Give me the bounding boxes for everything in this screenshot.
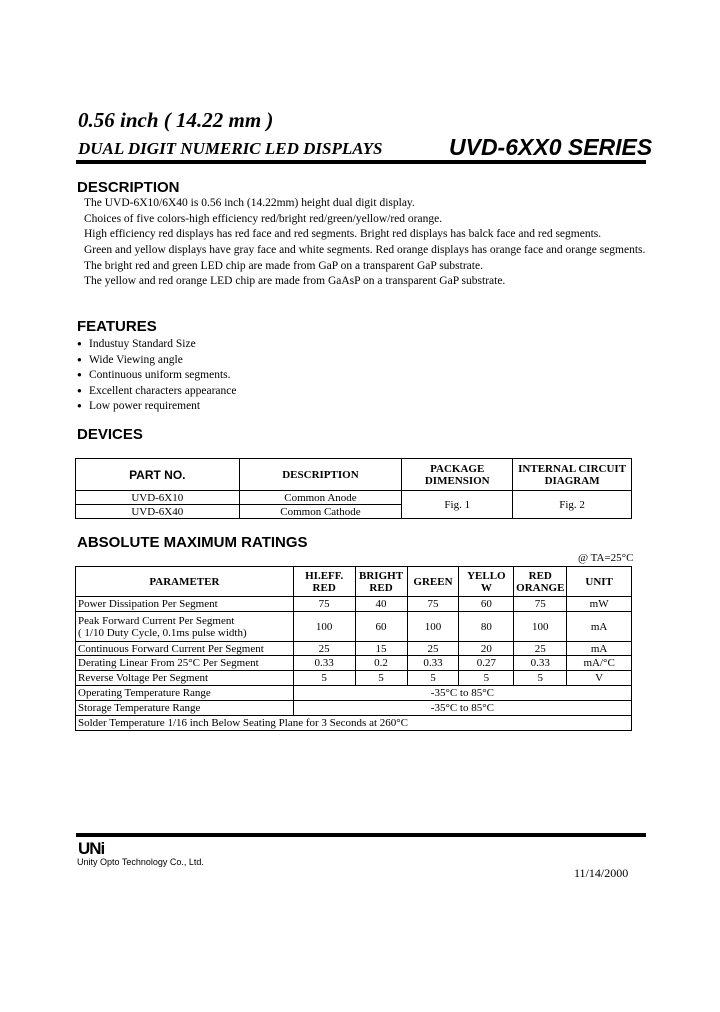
product-line-title: DUAL DIGIT NUMERIC LED DISPLAYS [78, 139, 383, 158]
table-row [76, 701, 632, 716]
yellow-header: YELLO W [459, 567, 514, 597]
size-title: 0.56 inch ( 14.22 mm ) [78, 108, 274, 132]
parameter-name: Power Dissipation Per Segment [76, 597, 294, 612]
hieff-red-header: HI.EFF. RED [293, 567, 355, 597]
range-value: -35°C to 85°C [293, 701, 631, 716]
bullet-icon: ● [77, 370, 82, 380]
bullet-icon: ● [77, 339, 82, 348]
value-cell: 60 [355, 612, 407, 642]
value-cell: 20 [459, 642, 514, 656]
device-description: Common Cathode [239, 505, 402, 519]
bright-red-header: BRIGHT RED [355, 567, 407, 597]
package-header: PACKAGE DIMENSION [402, 459, 513, 491]
part-no-header: PART NO. [76, 459, 240, 491]
circuit-header: INTERNAL CIRCUIT DIAGRAM [513, 459, 632, 491]
unit-cell: V [567, 671, 632, 686]
description-line: The UVD-6X10/6X40 is 0.56 inch (14.22mm) height dual digit display. [84, 197, 415, 209]
description-line: Green and yellow displays have gray face and white segments. Red orange displays has orange face and orange segments. [84, 244, 646, 257]
value-cell: 75 [293, 597, 355, 612]
part-number: UVD-6X40 [76, 505, 240, 519]
value-cell: 5 [293, 671, 355, 686]
bullet-icon: ● [77, 354, 82, 364]
red-orange-header: RED ORANGE [514, 567, 567, 597]
devices-heading: DEVICES [77, 426, 143, 443]
value-cell: 5 [407, 671, 459, 686]
series-title: UVD-6XX0 SERIES [449, 134, 653, 160]
unit-header: UNIT [567, 567, 632, 597]
parameter-header: PARAMETER [76, 567, 294, 597]
table-row [76, 671, 632, 686]
value-cell: 75 [407, 597, 459, 612]
company-logo: UNi [78, 839, 105, 858]
circuit-diagram: Fig. 2 [513, 491, 632, 519]
bullet-icon: ● [77, 401, 82, 411]
table-row [76, 642, 632, 656]
part-number: UVD-6X10 [76, 491, 240, 505]
list-item: ● Low power requirement [77, 400, 201, 413]
description-line: The bright red and green LED chip are made from GaP on a transparent GaP substrate. [84, 259, 483, 272]
description-heading: DESCRIPTION [77, 179, 180, 196]
features-list [77, 336, 236, 414]
description-header: DESCRIPTION [239, 459, 402, 491]
value-cell: 0.2 [355, 656, 407, 671]
value-cell: 100 [407, 612, 459, 642]
document-date: 11/14/2000 [574, 866, 629, 880]
value-cell: 80 [459, 612, 514, 642]
features-heading: FEATURES [77, 318, 157, 335]
value-cell: 5 [355, 671, 407, 686]
list-item: ● Excellent characters appearance [77, 384, 237, 397]
value-cell: 25 [407, 642, 459, 656]
table-row [76, 656, 632, 671]
description-text [84, 196, 645, 290]
value-cell: 5 [459, 671, 514, 686]
company-name: Unity Opto Technology Co., Ltd. [77, 857, 204, 867]
list-item: ● Wide Viewing angle [77, 353, 183, 366]
ratings-heading: ABSOLUTE MAXIMUM RATINGS [77, 534, 308, 551]
list-item: ● Industuy Standard Size [77, 338, 196, 350]
test-conditions: @ TA=25°C [578, 552, 634, 564]
value-cell: 100 [293, 612, 355, 642]
green-header: GREEN [407, 567, 459, 597]
parameter-name: Continuous Forward Current Per Segment [76, 642, 294, 656]
value-cell: 25 [514, 642, 567, 656]
list-item: ● Continuous uniform segments. [77, 369, 231, 382]
table-row [76, 491, 632, 505]
device-description: Common Anode [239, 491, 402, 505]
value-cell: 75 [514, 597, 567, 612]
unit-cell: mA [567, 642, 632, 656]
value-cell: 15 [355, 642, 407, 656]
unit-cell: mA/°C [567, 656, 632, 671]
table-row [76, 612, 632, 642]
description-line: Choices of five colors-high efficiency red/bright red/green/yellow/red orange. [84, 212, 443, 225]
description-line: The yellow and red orange LED chip are made from GaAsP on a transparent GaP substrate. [84, 275, 506, 288]
value-cell: 100 [514, 612, 567, 642]
parameter-name: Derating Linear From 25°C Per Segment [76, 656, 294, 671]
parameter-name: Reverse Voltage Per Segment [76, 671, 294, 686]
devices-table [75, 458, 632, 519]
ratings-table [75, 566, 632, 731]
solder-temperature: Solder Temperature 1/16 inch Below Seating Plane for 3 Seconds at 260°C [76, 716, 632, 731]
value-cell: 60 [459, 597, 514, 612]
value-cell: 25 [293, 642, 355, 656]
value-cell: 0.33 [407, 656, 459, 671]
table-row [76, 597, 632, 612]
table-row [76, 716, 632, 731]
value-cell: 40 [355, 597, 407, 612]
value-cell: 0.33 [293, 656, 355, 671]
package-dimension: Fig. 1 [402, 491, 513, 519]
top-divider [76, 160, 646, 164]
parameter-name: Storage Temperature Range [76, 701, 294, 716]
description-line: High efficiency red displays has red face and red segments. Bright red displays has balck face and red segments. [84, 228, 602, 241]
parameter-name: Operating Temperature Range [76, 686, 294, 701]
unit-cell: mW [567, 597, 632, 612]
bottom-divider [76, 833, 646, 837]
range-value: -35°C to 85°C [293, 686, 631, 701]
value-cell: 0.27 [459, 656, 514, 671]
parameter-name: Peak Forward Current Per Segment ( 1/10 Duty Cycle, 0.1ms pulse width) [76, 612, 294, 642]
bullet-icon: ● [77, 385, 82, 395]
value-cell: 5 [514, 671, 567, 686]
table-row [76, 686, 632, 701]
value-cell: 0.33 [514, 656, 567, 671]
unit-cell: mA [567, 612, 632, 642]
